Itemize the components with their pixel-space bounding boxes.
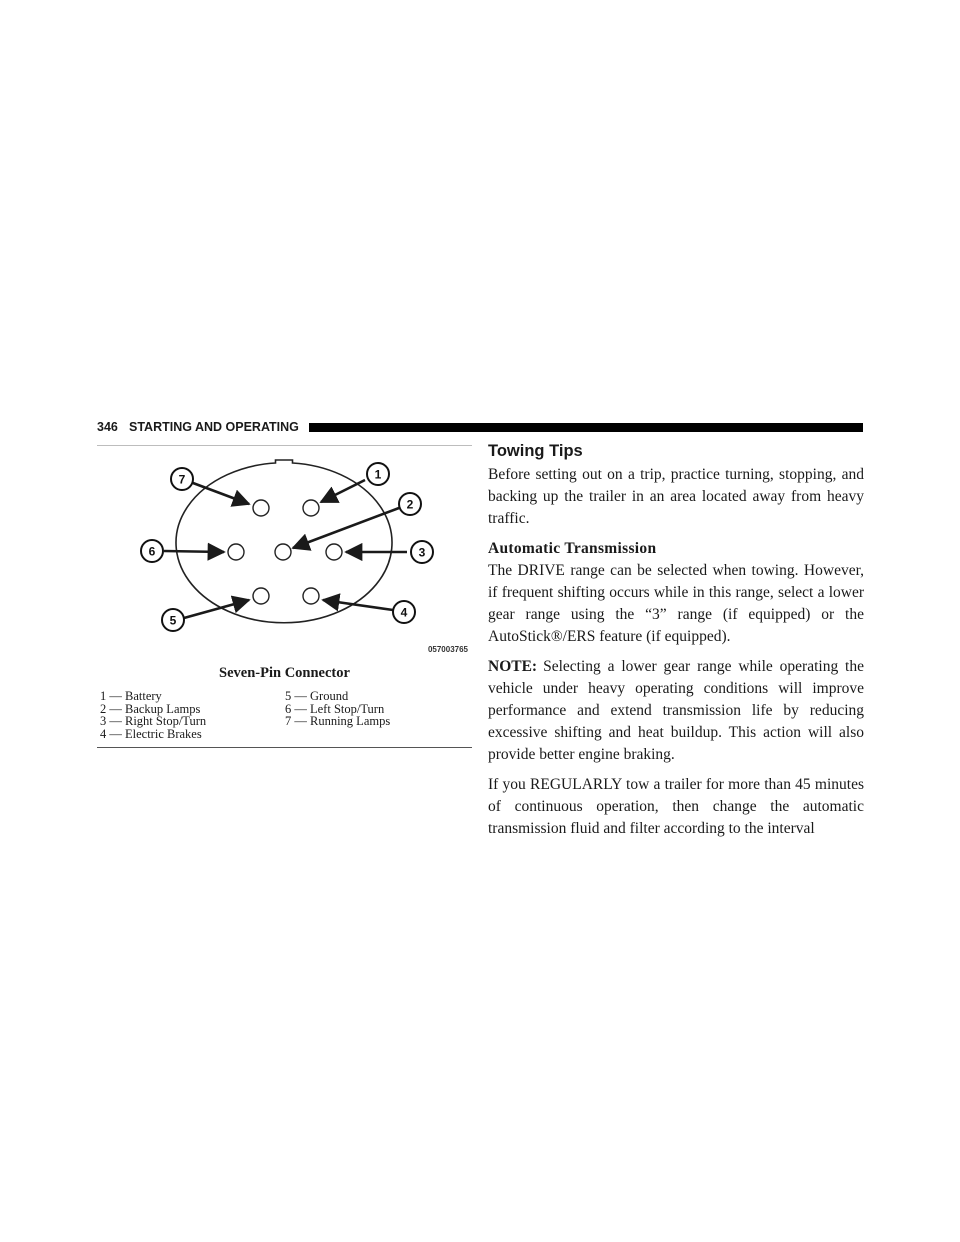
pin-4 bbox=[303, 588, 319, 604]
intro-paragraph: Before setting out on a trip, practice turning, stopping, and backing up the trailer in an area located away from heavy traffic. bbox=[488, 466, 864, 527]
pin-7 bbox=[253, 500, 269, 516]
callout-7: 7 bbox=[178, 472, 186, 487]
arrow-6 bbox=[164, 551, 224, 552]
legend-item: 6 — Left Stop/Turn bbox=[285, 701, 385, 716]
arrow-2 bbox=[293, 508, 399, 548]
connector-housing bbox=[176, 460, 392, 623]
page-number: 346 bbox=[97, 420, 118, 434]
arrow-7 bbox=[193, 483, 249, 504]
figure-bottom-rule bbox=[97, 747, 472, 748]
header-bar bbox=[309, 423, 863, 432]
legend-left-column bbox=[100, 690, 206, 740]
seven-pin-connector-diagram bbox=[97, 446, 472, 658]
towing-tips-heading: Towing Tips bbox=[488, 442, 583, 460]
callout-4: 4 bbox=[400, 605, 408, 620]
note-paragraph bbox=[488, 656, 864, 765]
pin-2 bbox=[275, 544, 291, 560]
callout-1: 1 bbox=[374, 467, 382, 482]
pin-6 bbox=[228, 544, 244, 560]
callout-3: 3 bbox=[418, 545, 426, 560]
page-header bbox=[97, 420, 863, 434]
section-title: STARTING AND OPERATING bbox=[129, 420, 299, 434]
callout-2: 2 bbox=[406, 497, 414, 512]
arrow-1 bbox=[321, 480, 365, 502]
body-column bbox=[488, 440, 864, 840]
legend-item: 2 — Backup Lamps bbox=[100, 701, 201, 716]
automatic-transmission-paragraph: The DRIVE range can be selected when towing. However, if frequent shifting occurs while in this range, select a lower gear range using the “3” range (if equipped) or the AutoStick®/ERS feature (if equipped). bbox=[488, 562, 864, 645]
figure-caption: Seven-Pin Connector bbox=[219, 665, 350, 681]
regular-towing-paragraph: If you REGULARLY tow a trailer for more than 45 minutes of continuous operation, then change the automatic transmission fluid and filter according to the interval bbox=[488, 776, 864, 837]
legend-item: 3 — Right Stop/Turn bbox=[100, 714, 207, 728]
legend-item: 1 — Battery bbox=[100, 689, 162, 703]
pin-3 bbox=[326, 544, 342, 560]
pin-5 bbox=[253, 588, 269, 604]
legend-item: 4 — Electric Brakes bbox=[100, 726, 202, 741]
seven-pin-connector-figure bbox=[97, 445, 472, 750]
automatic-transmission-subheading: Automatic Transmission bbox=[488, 540, 657, 558]
callout-6: 6 bbox=[148, 544, 156, 559]
legend-right-column bbox=[285, 690, 390, 728]
figure-code: 057003765 bbox=[427, 645, 468, 654]
legend-item: 7 — Running Lamps bbox=[285, 714, 391, 728]
note-label: NOTE: bbox=[488, 658, 538, 676]
pin-1 bbox=[303, 500, 319, 516]
note-text: Selecting a lower gear range while operating the vehicle under heavy operating conditions will improve performance and extend transmission life by reducing excessive shifting and heat buildup. This action will also provide better engine braking. bbox=[488, 658, 864, 763]
legend-item: 5 — Ground bbox=[285, 689, 349, 703]
callout-5: 5 bbox=[169, 613, 177, 628]
